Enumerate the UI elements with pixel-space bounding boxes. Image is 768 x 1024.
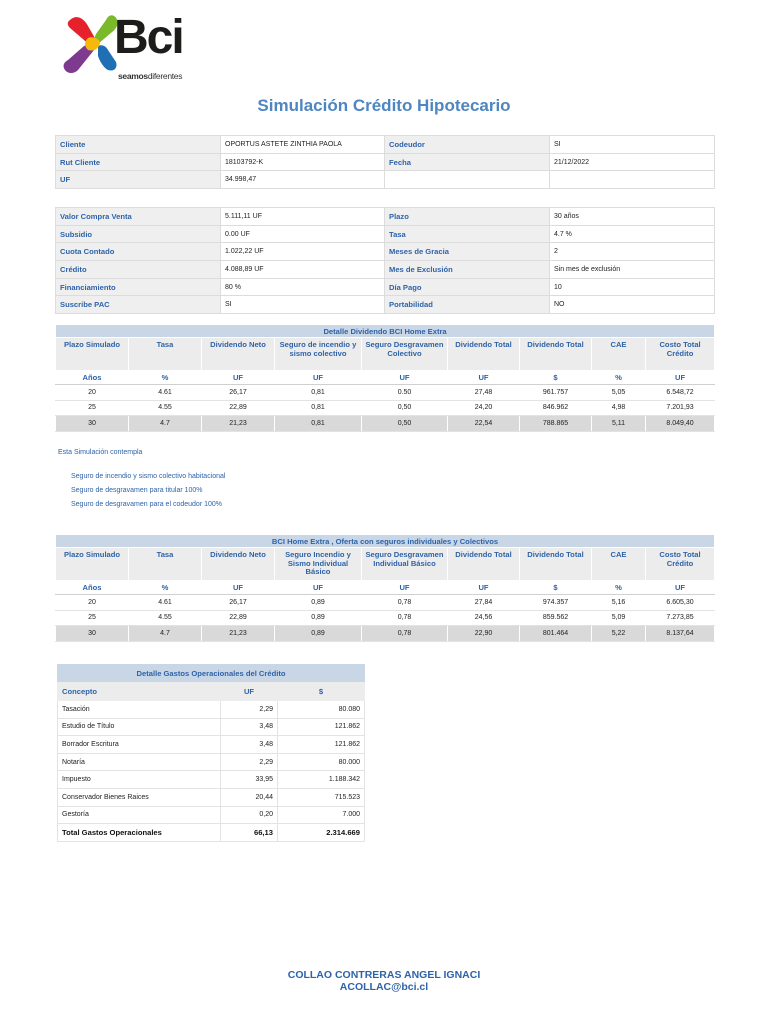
credit-field-label: Crédito [56,261,221,279]
dividend-cell: 26,17 [202,385,275,401]
dividend-unit-cell: Años [56,371,129,385]
dividend-unit-cell: UF [448,371,520,385]
dividend-cell: 4.61 [129,385,202,401]
dividend-cell: 0,81 [275,385,362,401]
dividend-cell: 0,78 [362,610,448,626]
expenses-header-pesos: $ [278,682,365,701]
expense-concept: Tasación [58,701,221,719]
expense-pesos: 121.862 [278,736,365,754]
dividend-column-header: Seguro Desgravamen Colectivo [362,338,448,371]
simulation-note-item: Seguro de desgravamen para el codeudor 100% [71,501,222,508]
dividend-cell: 25 [56,610,129,626]
dividend-column-header: Dividendo Total [520,548,592,581]
dividend-cell: 5,22 [592,626,646,642]
dividend-cell: 4.7 [129,626,202,642]
dividend-cell: 4.55 [129,610,202,626]
dividend-cell: 5,11 [592,416,646,432]
credit-field-label: Plazo [385,208,550,226]
dividend-table-individual [55,534,715,642]
expense-row [58,701,365,719]
dividend-cell: 0,81 [275,400,362,416]
dividend-unit-cell: UF [202,371,275,385]
bci-logo [62,11,197,82]
credit-field-value: NO [550,296,715,314]
dividend-unit-cell: Años [56,581,129,595]
dividend-row [56,416,715,432]
credit-field-label: Valor Compra Venta [56,208,221,226]
credit-field-label: Suscribe PAC [56,296,221,314]
expense-pesos: 1.188.342 [278,771,365,789]
dividend-cell: 21,23 [202,416,275,432]
dividend-column-header: Dividendo Total [448,338,520,371]
dividend-cell: 30 [56,416,129,432]
simulation-note-item: Seguro de desgravamen para titular 100% [71,487,203,494]
credit-field-label: Portabilidad [385,296,550,314]
expense-row [58,806,365,824]
expense-row [58,718,365,736]
credit-info-row [56,208,715,226]
dividend-cell: 26,17 [202,595,275,611]
dividend-cell: 4,98 [592,400,646,416]
credit-field-label: Mes de Exclusión [385,261,550,279]
credit-field-value: 80 % [221,278,385,296]
credit-field-label: Tasa [385,225,550,243]
dividend-cell: 27,48 [448,385,520,401]
expense-pesos: 715.523 [278,788,365,806]
expense-uf: 2,29 [221,753,278,771]
dividend-unit-cell: % [129,581,202,595]
expenses-total-pesos: 2.314.669 [278,824,365,842]
dividend-cell: 20 [56,385,129,401]
dividend-row [56,400,715,416]
expense-uf: 0,20 [221,806,278,824]
simulation-note-intro: Esta Simulación contempla [58,449,143,456]
credit-field-value: 4.088,89 UF [221,261,385,279]
credit-field-label: Cuota Contado [56,243,221,261]
dividend-unit-cell: UF [646,581,715,595]
credit-field-label: Día Pago [385,278,550,296]
credit-field-value: 5.111,11 UF [221,208,385,226]
client-info-row [56,136,715,154]
dividend-cell: 6.548,72 [646,385,715,401]
expense-row [58,771,365,789]
dividend-cell: 0,78 [362,595,448,611]
expenses-header-uf: UF [221,682,278,701]
dividend-row [56,385,715,401]
dividend-column-header: Seguro de incendio y sismo colectivo [275,338,362,371]
dividend-cell: 4.7 [129,416,202,432]
expense-pesos: 80.080 [278,701,365,719]
credit-info-row [56,243,715,261]
expense-concept: Impuesto [58,771,221,789]
expenses-total-uf: 66,13 [221,824,278,842]
client-empty-cell [550,171,715,189]
dividend-cell: 0,89 [275,595,362,611]
dividend-cell: 7.273,85 [646,610,715,626]
dividend-table-caption: BCI Home Extra , Oferta con seguros individuales y Colectivos [56,535,715,548]
credit-field-value: Sin mes de exclusión [550,261,715,279]
client-field-value: 34.998,47 [221,171,385,189]
dividend-cell: 27,84 [448,595,520,611]
credit-field-value: 2 [550,243,715,261]
dividend-cell: 0,50 [362,400,448,416]
dividend-unit-cell: % [129,371,202,385]
dividend-cell: 22,89 [202,400,275,416]
expense-concept: Gestoría [58,806,221,824]
dividend-table-colectivo [55,324,715,432]
dividend-column-header: CAE [592,548,646,581]
dividend-cell: 0.50 [362,385,448,401]
credit-info-table [55,207,715,314]
client-field-value: SI [550,136,715,154]
dividend-column-header: Costo Total Crédito [646,548,715,581]
dividend-cell: 30 [56,626,129,642]
expense-concept: Conservador Bienes Raices [58,788,221,806]
dividend-cell: 788.865 [520,416,592,432]
dividend-cell: 22,89 [202,610,275,626]
client-empty-cell [385,171,550,189]
dividend-cell: 6.605,30 [646,595,715,611]
expense-row [58,753,365,771]
dividend-cell: 0,50 [362,416,448,432]
dividend-cell: 0,89 [275,610,362,626]
operational-expenses-table [57,664,365,842]
dividend-cell: 22,90 [448,626,520,642]
expense-uf: 3,48 [221,718,278,736]
dividend-column-header: Tasa [129,548,202,581]
dividend-column-header: Dividendo Total [520,338,592,371]
client-field-label: Codeudor [385,136,550,154]
dividend-cell: 974.357 [520,595,592,611]
dividend-column-header: Plazo Simulado [56,338,129,371]
dividend-cell: 4.61 [129,595,202,611]
expense-concept: Estudio de Título [58,718,221,736]
client-field-label: Rut Cliente [56,153,221,171]
dividend-cell: 4.55 [129,400,202,416]
dividend-cell: 22,54 [448,416,520,432]
expense-concept: Borrador Escritura [58,736,221,754]
bci-tagline: seamosdiferentes [118,71,183,81]
client-info-row [56,153,715,171]
expenses-total-row [58,824,365,842]
bci-x-mark-icon [62,14,122,76]
client-field-label: UF [56,171,221,189]
expenses-caption: Detalle Gastos Operacionales del Crédito [58,665,365,682]
credit-field-value: 0.00 UF [221,225,385,243]
dividend-unit-cell: $ [520,371,592,385]
dividend-column-header: Dividendo Neto [202,548,275,581]
dividend-row [56,610,715,626]
dividend-column-header: Tasa [129,338,202,371]
simulation-note-item: Seguro de incendio y sismo colectivo habitacional [71,473,226,480]
dividend-cell: 846.962 [520,400,592,416]
dividend-cell: 8.049,40 [646,416,715,432]
expenses-total-label: Total Gastos Operacionales [58,824,221,842]
credit-field-value: SI [221,296,385,314]
expense-row [58,788,365,806]
client-field-value: 21/12/2022 [550,153,715,171]
dividend-cell: 24,56 [448,610,520,626]
dividend-unit-cell: UF [448,581,520,595]
dividend-unit-cell: % [592,371,646,385]
dividend-cell: 25 [56,400,129,416]
credit-info-row [56,278,715,296]
credit-field-value: 10 [550,278,715,296]
dividend-column-header: Dividendo Neto [202,338,275,371]
dividend-row [56,595,715,611]
dividend-cell: 5,05 [592,385,646,401]
dividend-cell: 5,09 [592,610,646,626]
dividend-cell: 0,89 [275,626,362,642]
expense-row [58,736,365,754]
client-field-value: OPORTUS ASTETE ZINTHIA PAOLA [221,136,385,154]
expense-uf: 2,29 [221,701,278,719]
dividend-unit-cell: UF [202,581,275,595]
dividend-cell: 0,81 [275,416,362,432]
expense-uf: 33,95 [221,771,278,789]
credit-field-label: Subsidio [56,225,221,243]
dividend-cell: 5,16 [592,595,646,611]
expense-uf: 3,48 [221,736,278,754]
client-field-label: Fecha [385,153,550,171]
bci-wordmark: Bci [114,11,183,64]
dividend-unit-cell: UF [275,371,362,385]
credit-field-value: 4.7 % [550,225,715,243]
dividend-unit-cell: UF [275,581,362,595]
credit-field-value: 30 años [550,208,715,226]
expense-concept: Notaría [58,753,221,771]
credit-field-label: Financiamiento [56,278,221,296]
dividend-column-header: Costo Total Crédito [646,338,715,371]
expense-pesos: 80.000 [278,753,365,771]
credit-info-row [56,225,715,243]
dividend-column-header: Plazo Simulado [56,548,129,581]
dividend-cell: 859.562 [520,610,592,626]
executive-name: COLLAO CONTRERAS ANGEL IGNACI [287,969,481,981]
page-title: Simulación Crédito Hipotecario [257,96,511,115]
expense-uf: 20,44 [221,788,278,806]
dividend-unit-cell: UF [362,581,448,595]
dividend-unit-cell: UF [646,371,715,385]
executive-email: ACOLLAC@bci.cl [339,981,429,993]
dividend-column-header: CAE [592,338,646,371]
expense-pesos: 7.000 [278,806,365,824]
client-info-table [55,135,715,189]
credit-info-row [56,296,715,314]
dividend-cell: 20 [56,595,129,611]
dividend-cell: 961.757 [520,385,592,401]
dividend-row [56,626,715,642]
expenses-header-concepto: Concepto [58,682,221,701]
dividend-unit-cell: UF [362,371,448,385]
credit-field-label: Meses de Gracia [385,243,550,261]
dividend-cell: 801.464 [520,626,592,642]
dividend-column-header: Seguro Desgravamen Individual Básico [362,548,448,581]
client-info-row [56,171,715,189]
dividend-cell: 21,23 [202,626,275,642]
credit-info-row [56,261,715,279]
credit-field-value: 1.022,22 UF [221,243,385,261]
dividend-column-header: Seguro Incendio y Sismo Individual Básico [275,548,362,581]
dividend-table-caption: Detalle Dividendo BCI Home Extra [56,325,715,338]
expense-pesos: 121.862 [278,718,365,736]
client-field-value: 18103792-K [221,153,385,171]
dividend-cell: 24,20 [448,400,520,416]
dividend-unit-cell: % [592,581,646,595]
client-field-label: Cliente [56,136,221,154]
dividend-cell: 0,78 [362,626,448,642]
dividend-cell: 8.137,64 [646,626,715,642]
dividend-column-header: Dividendo Total [448,548,520,581]
dividend-cell: 7.201,93 [646,400,715,416]
dividend-unit-cell: $ [520,581,592,595]
